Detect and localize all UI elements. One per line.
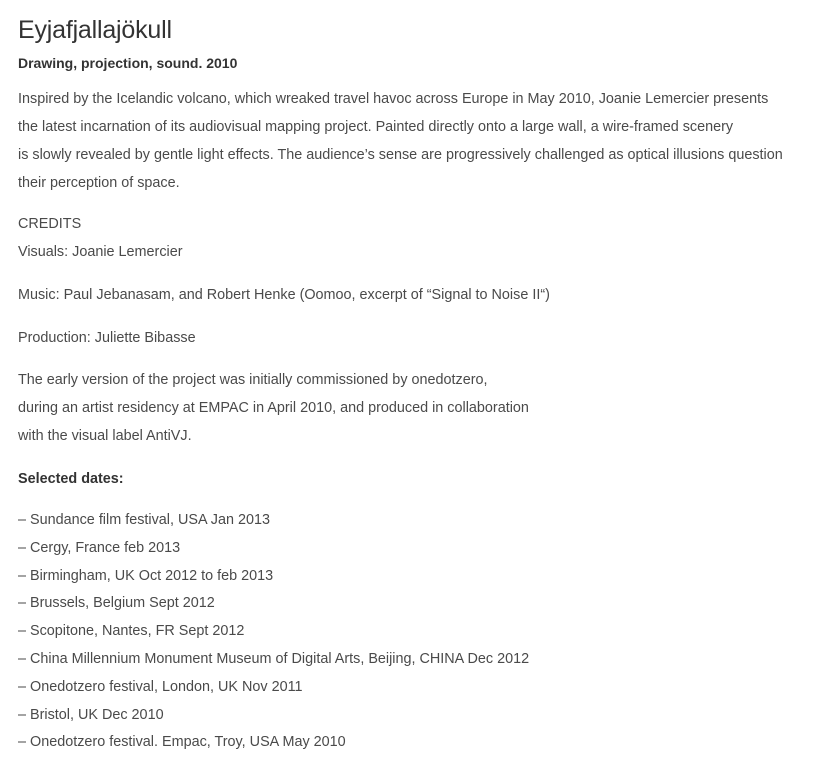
intro-line: their perception of space. <box>18 175 180 191</box>
date-item: – Cergy, France feb 2013 <box>18 539 181 556</box>
commission-paragraph <box>18 366 817 450</box>
intro-line: the latest incarnation of its audiovisual mapping project. Painted directly onto a large wall, a wire-framed scenery <box>18 119 734 135</box>
commission-line: with the visual label AntiVJ. <box>18 428 192 444</box>
date-item: – China Millennium Monument Museum of Digital Arts, Beijing, CHINA Dec 2012 <box>18 650 530 667</box>
intro-line: Inspired by the Icelandic volcano, which wreaked travel havoc across Europe in May 2010, Joanie Lemercier presents <box>18 91 769 107</box>
date-item: – Bristol, UK Dec 2010 <box>18 706 164 723</box>
dates-heading: Selected dates: <box>18 471 124 487</box>
credit-music: Music: Paul Jebanasam, and Robert Henke (Oomoo, excerpt of “Signal to Noise II“) <box>18 287 550 303</box>
date-item: – Onedotzero festival, London, UK Nov 2011 <box>18 678 303 695</box>
intro-line: is slowly revealed by gentle light effects. The audience’s sense are progressively challenged as optical illusions question <box>18 147 783 163</box>
date-item: – Birmingham, UK Oct 2012 to feb 2013 <box>18 567 274 584</box>
date-item: – Onedotzero festival. Empac, Troy, USA May 2010 <box>18 734 346 751</box>
date-item: – Scopitone, Nantes, FR Sept 2012 <box>18 623 245 640</box>
credits-heading: CREDITS <box>18 216 82 232</box>
date-item: – Brussels, Belgium Sept 2012 <box>18 595 215 612</box>
commission-line: The early version of the project was initially commissioned by onedotzero, <box>18 372 488 388</box>
page-title: Eyjafjallajökull <box>18 16 172 44</box>
dates-list <box>18 507 817 757</box>
credit-visuals: Visuals: Joanie Lemercier <box>18 244 183 260</box>
intro-paragraph <box>18 85 817 197</box>
commission-line: during an artist residency at EMPAC in April 2010, and produced in collaboration <box>18 400 529 416</box>
credit-production: Production: Juliette Bibasse <box>18 330 196 346</box>
date-item: – Sundance film festival, USA Jan 2013 <box>18 512 270 528</box>
subtitle: Drawing, projection, sound. 2010 <box>18 55 238 71</box>
